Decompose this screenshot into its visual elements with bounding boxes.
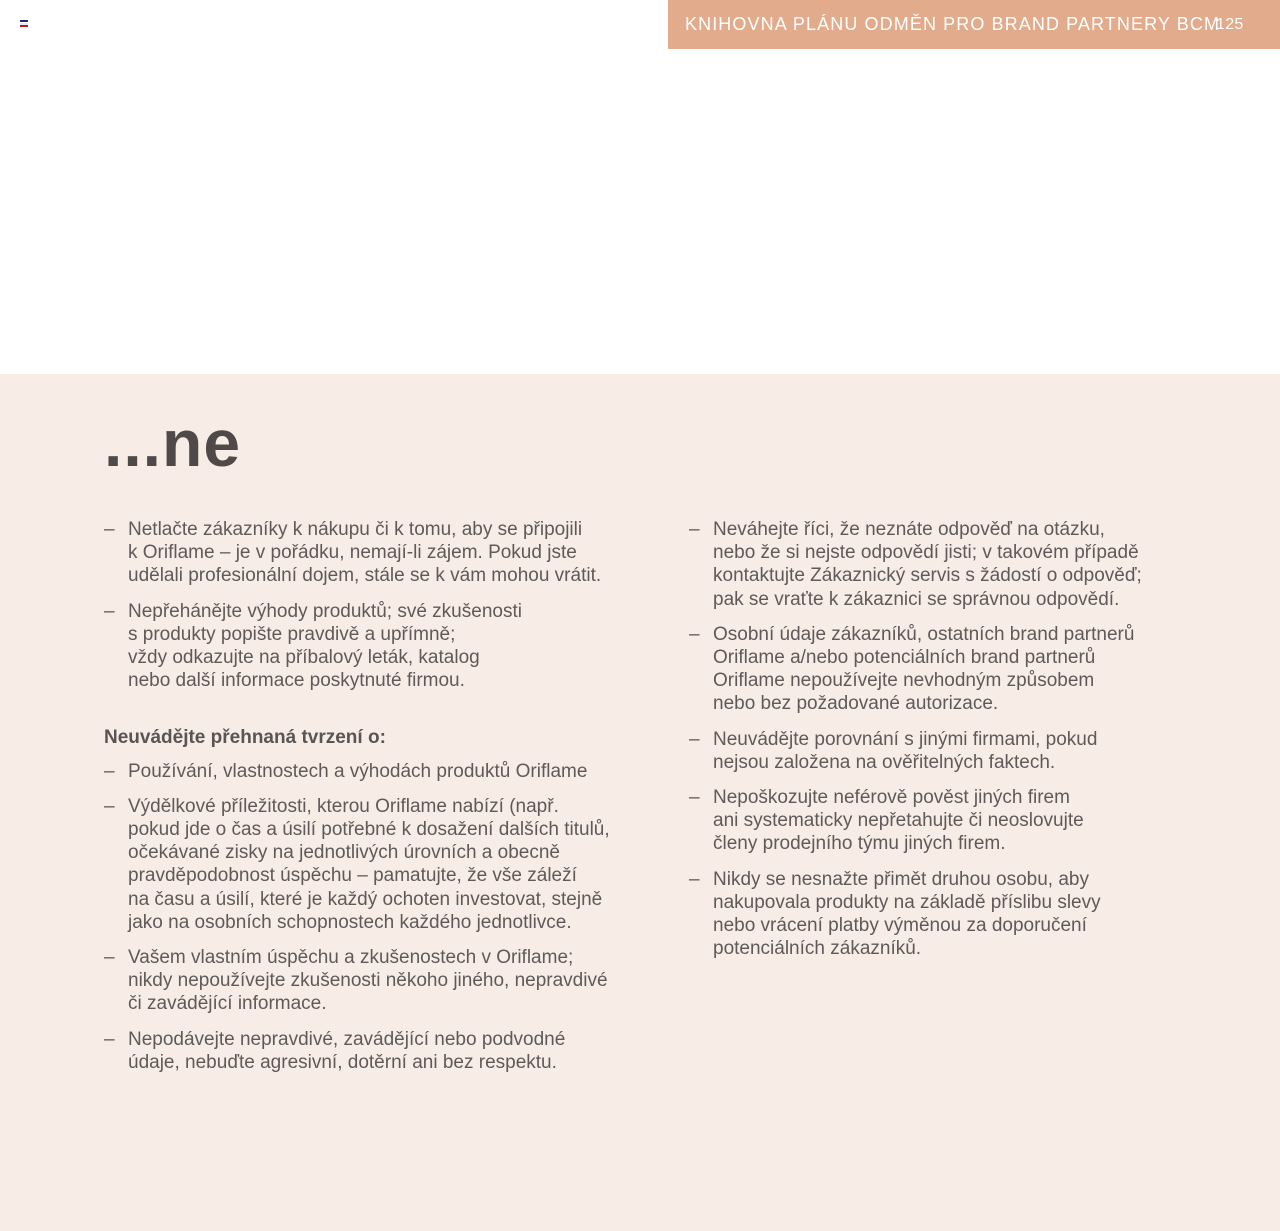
list-item-text: Výdělkové příležitosti, kterou Oriflame nabízí (např. pokud jde o čas a úsilí potřebné k dosažení dalších titulů, očekávané zisky na jednotlivých úrovních a obecně pravděpodobnost úspěchu – pamatujte, že vše záleží na času a úsilí, které je každý ochoten investovat, stejně jako na osobních schopnostech každého jednotlivce. [128,795,610,933]
dash-bullet: – [689,519,700,540]
list-item-text: Neuvádějte porovnání s jinými firmami, pokud nejsou založena na ověřitelných faktech. [713,728,1098,773]
page-number: 125 [1216,16,1244,33]
list-item-text: Nikdy se nesnažte přimět druhou osobu, aby nakupovala produkty na základě příslibu slevy nebo vrácení platby výměnou za doporučení potenciálních zákazníků. [713,868,1101,960]
subheading: Neuvádějte přehnaná tvrzení o: [104,727,386,749]
list-item-text: Nepoškozujte neférově pověst jiných firem ani systematicky nepřetahujte či neoslovujte členy prodejního týmu jiných firem. [713,787,1084,855]
list-item [104,795,644,934]
list-item [689,518,1209,611]
dash-bullet: – [689,623,700,645]
czech-flag-icon [20,20,28,27]
list-item-text: Neváhejte říci, že neznáte odpověď na otázku, nebo že si nejste odpovědí jisti; v takovém případě kontaktujte Zákaznický servis s žádostí o odpověď; pak se vraťte k zákaznici se správnou odpovědí. [713,519,1142,610]
list-item [689,786,1209,856]
header-title: KNIHOVNA PLÁNU ODMĚN PRO BRAND PARTNERY BCM [685,14,1221,34]
list-item-text: Nepřehánějte výhody produktů; své zkušenosti s produkty popište pravdivě a upřímně; vždy odkazujte na příbalový leták, katalog nebo další informace poskytnuté firmou. [128,600,522,692]
dash-bullet: – [689,868,700,890]
section-title: ...ne [104,406,242,480]
dash-bullet: – [104,760,115,782]
dash-bullet: – [104,795,115,817]
list-item [689,728,1209,774]
list-item [104,760,644,783]
list-item-text: Osobní údaje zákazníků, ostatních brand partnerů Oriflame a/nebo potenciálních brand partnerů Oriflame nepoužívejte nevhodným způsobem nebo bez požadované autorizace. [713,623,1135,715]
dash-bullet: – [104,1028,115,1050]
list-item [104,946,644,1016]
list-item [104,1028,644,1074]
dash-bullet: – [104,600,115,622]
list-item [104,518,644,588]
list-item-text: Netlačte zákazníky k nákupu či k tomu, aby se připojili k Oriflame – je v pořádku, nemají-li zájem. Pokud jste udělali profesionální dojem, stále se k vám mohou vrátit. [128,519,602,587]
list-item [104,600,644,693]
dash-bullet: – [104,519,115,540]
list-item [689,623,1209,716]
list-item [689,868,1209,961]
header-band [668,0,1280,49]
dash-bullet: – [689,728,700,750]
list-item-text: Nepodávejte nepravdivé, zavádějící nebo podvodné údaje, nebuďte agresivní, dotěrní ani bez respektu. [128,1028,566,1073]
list-item-text: Používání, vlastnostech a výhodách produktů Oriflame [128,760,588,782]
list-item-text: Vašem vlastním úspěchu a zkušenostech v Oriflame; nikdy nepoužívejte zkušenosti někoho jiného, nepravdivé či zavádějící informace. [128,947,608,1015]
left-column [104,518,644,1086]
right-column [689,518,1209,972]
dash-bullet: – [689,787,700,809]
dash-bullet: – [104,947,115,969]
content-panel [0,374,1280,1231]
